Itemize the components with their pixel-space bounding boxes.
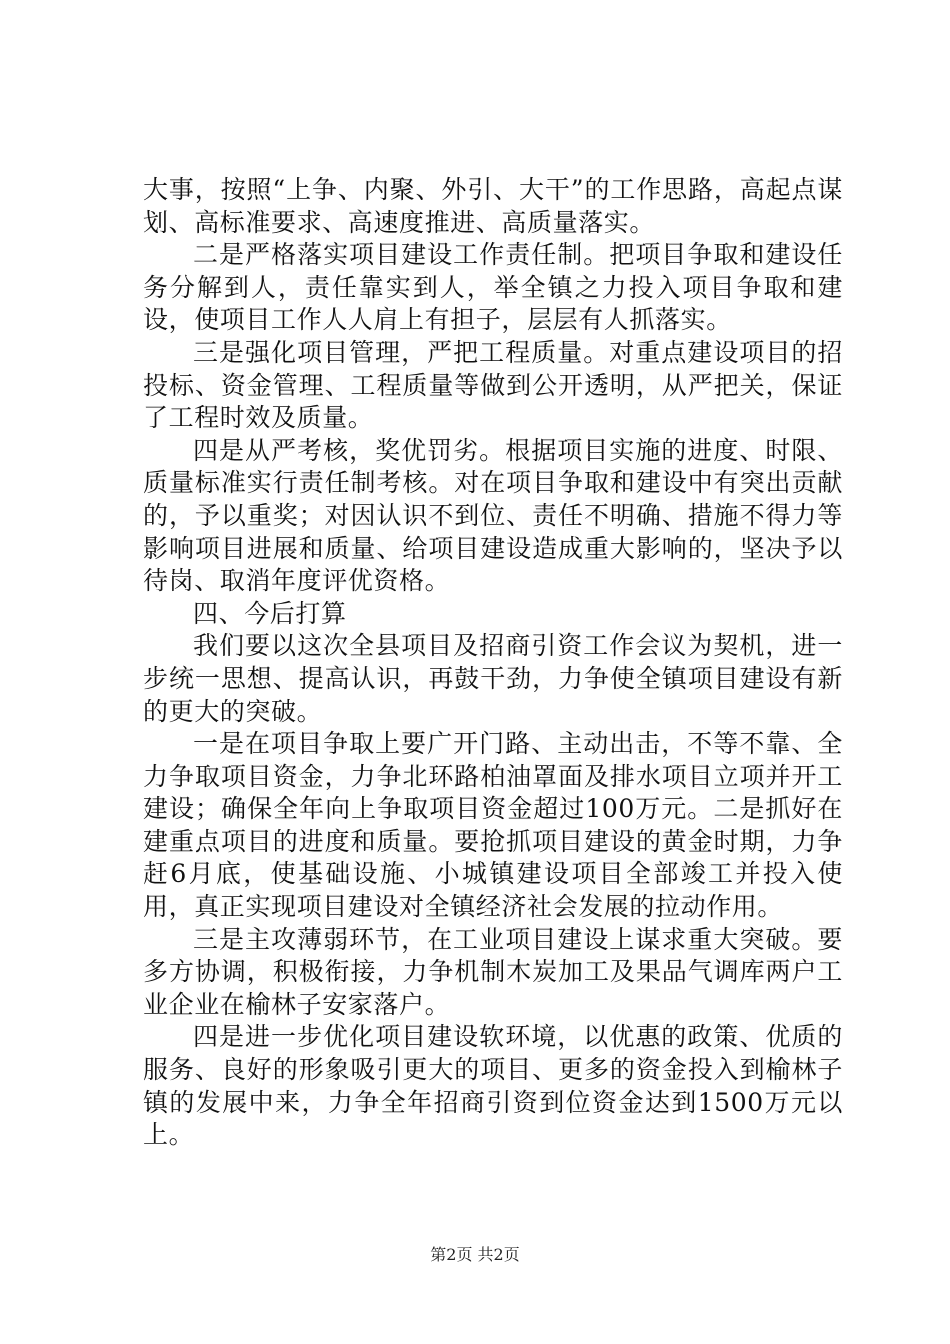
paragraph-responsibility-system: 二是严格落实项目建设工作责任制。把项目争取和建设任务分解到人，责任靠实到人，举全镇之力投入项目争取和建设，使项目工作人人肩上有担子，层层有人抓落实。: [143, 240, 843, 335]
paragraph-weak-links: 三是主攻薄弱环节，在工业项目建设上谋求重大突破。要多方协调，积极衔接，力争机制木炭加工及果品气调库两户工业企业在榆林子安家落户。: [143, 924, 843, 1019]
section-heading-future-plans: 四、今后打算: [193, 598, 347, 628]
page-number-footer: 第2页 共2页: [430, 1245, 520, 1264]
paragraph-assessment: 四是从严考核，奖优罚劣。根据项目实施的进度、时限、质量标准实行责任制考核。对在项目争取和建设中有突出贡献的，予以重奖；对因认识不到位、责任不明确、措施不得力等影响项目进展和质量、给项目建设造成重大影响的，坚决予以待岗、取消年度评优资格。: [143, 435, 843, 596]
paragraph-future-intro: 我们要以这次全县项目及招商引资工作会议为契机，进一步统一思想、提高认识，再鼓干劲，力争使全镇项目建设有新的更大的突破。: [143, 631, 843, 726]
paragraph-project-management: 三是强化项目管理，严把工程质量。对重点建设项目的招投标、资金管理、工程质量等做到公开透明，从严把关，保证了工程时效及质量。: [143, 337, 843, 433]
paragraph-continuation: 大事，按照“上争、内聚、外引、大干”的工作思路，高起点谋划、高标准要求、高速度推进、高质量落实。: [143, 175, 843, 237]
paragraph-soft-environment: 四是进一步优化项目建设软环境，以优惠的政策、优质的服务、良好的形象吸引更大的项目、更多的资金投入到榆林子镇的发展中来，力争全年招商引资到位资金达到1500万元以上。: [143, 1022, 843, 1150]
document-body: [143, 174, 843, 1152]
paragraph-funding-and-progress: 一是在项目争取上要广开门路、主动出击，不等不靠、全力争取项目资金，力争北环路柏油罩面及排水项目立项并开工建设；确保全年向上争取项目资金超过100万元。二是抓好在建重点项目的进度和质量。要抢抓项目建设的黄金时期，力争赶6月底，使基础设施、小城镇建设项目全部竣工并投入使用，真正实现项目建设对全镇经济社会发展的拉动作用。: [143, 729, 843, 922]
